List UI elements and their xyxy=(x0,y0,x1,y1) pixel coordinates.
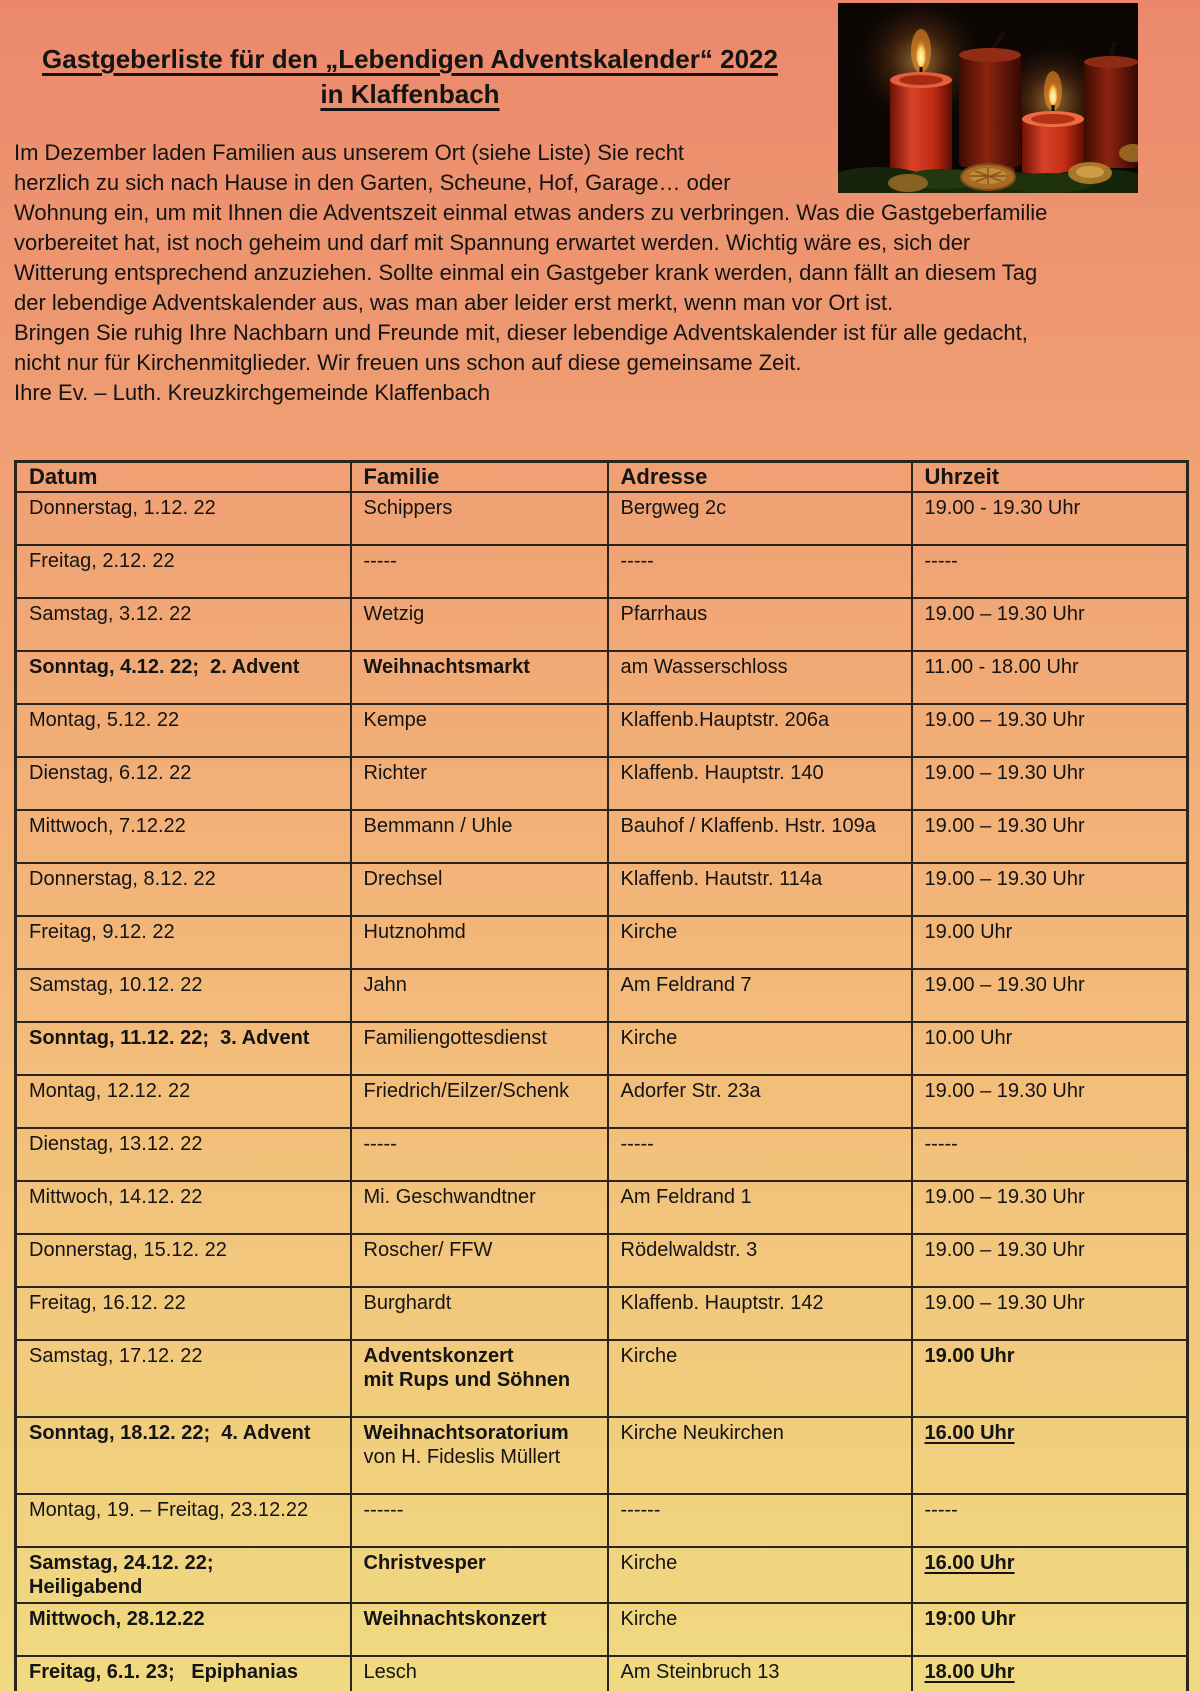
page-title-line2: in Klaffenbach xyxy=(320,79,500,109)
table-row xyxy=(16,757,1188,810)
datum-cell: Freitag, 9.12. 22 xyxy=(16,916,351,969)
uhrzeit-cell: 19.00 – 19.30 Uhr xyxy=(912,1075,1188,1128)
datum-cell: Montag, 12.12. 22 xyxy=(16,1075,351,1128)
adresse-cell: Kirche xyxy=(608,1340,912,1417)
uhrzeit-cell: 19.00 - 19.30 Uhr xyxy=(912,492,1188,545)
datum-cell: Donnerstag, 1.12. 22 xyxy=(16,492,351,545)
familie-cell: Roscher/ FFW xyxy=(351,1234,608,1287)
adresse-cell: Kirche xyxy=(608,1022,912,1075)
intro-line: Bringen Sie ruhig Ihre Nachbarn und Freunde mit, dieser lebendige Adventskalender ist für alle gedacht, xyxy=(14,320,1028,345)
schedule-table-header xyxy=(16,462,1188,493)
table-row xyxy=(16,1417,1188,1494)
table-row xyxy=(16,1022,1188,1075)
column-header-uhrzeit: Uhrzeit xyxy=(912,462,1188,493)
familie-cell: Familiengottesdienst xyxy=(351,1022,608,1075)
table-row xyxy=(16,1181,1188,1234)
uhrzeit-cell: ----- xyxy=(912,1128,1188,1181)
familie-cell: Weihnachtsoratorium von H. Fideslis Müllert xyxy=(351,1417,608,1494)
adresse-cell: Am Steinbruch 13 xyxy=(608,1656,912,1691)
familie-cell: ----- xyxy=(351,1128,608,1181)
familie-cell: Weihnachtsmarkt xyxy=(351,651,608,704)
datum-cell: Samstag, 17.12. 22 xyxy=(16,1340,351,1417)
table-row xyxy=(16,1075,1188,1128)
uhrzeit-cell: 19.00 Uhr xyxy=(912,916,1188,969)
datum-cell: Samstag, 24.12. 22; Heiligabend xyxy=(16,1547,351,1603)
table-row xyxy=(16,492,1188,545)
uhrzeit-cell: ----- xyxy=(912,1494,1188,1547)
intro-line: Im Dezember laden Familien aus unserem Ort (siehe Liste) Sie recht xyxy=(14,140,685,165)
table-row xyxy=(16,704,1188,757)
datum-cell: Dienstag, 6.12. 22 xyxy=(16,757,351,810)
datum-cell: Donnerstag, 15.12. 22 xyxy=(16,1234,351,1287)
table-row xyxy=(16,1547,1188,1603)
adresse-cell: Kirche Neukirchen xyxy=(608,1417,912,1494)
header-row xyxy=(16,462,1188,493)
familie-cell: Schippers xyxy=(351,492,608,545)
datum-cell: Dienstag, 13.12. 22 xyxy=(16,1128,351,1181)
table-row xyxy=(16,1494,1188,1547)
datum-cell: Mittwoch, 14.12. 22 xyxy=(16,1181,351,1234)
datum-cell: Montag, 5.12. 22 xyxy=(16,704,351,757)
column-header-datum: Datum xyxy=(16,462,351,493)
intro-line: nicht nur für Kirchenmitglieder. Wir freuen uns schon auf diese gemeinsame Zeit. xyxy=(14,350,802,375)
datum-cell: Samstag, 10.12. 22 xyxy=(16,969,351,1022)
datum-cell: Donnerstag, 8.12. 22 xyxy=(16,863,351,916)
adresse-cell: am Wasserschloss xyxy=(608,651,912,704)
uhrzeit-cell: 19.00 Uhr xyxy=(912,1340,1188,1417)
datum-cell: Montag, 19. – Freitag, 23.12.22 xyxy=(16,1494,351,1547)
intro-line: Wohnung ein, um mit Ihnen die Adventszeit einmal etwas anders zu verbringen. Was die Gastgeberfamilie xyxy=(14,200,1048,225)
adresse-cell: Kirche xyxy=(608,1603,912,1656)
adresse-cell: ----- xyxy=(608,1128,912,1181)
familie-cell: Jahn xyxy=(351,969,608,1022)
familie-cell: Mi. Geschwandtner xyxy=(351,1181,608,1234)
table-row xyxy=(16,1340,1188,1417)
intro-line: Witterung entsprechend anzuziehen. Sollte einmal ein Gastgeber krank werden, dann fällt an diesem Tag xyxy=(14,260,1038,285)
familie-cell: Friedrich/Eilzer/Schenk xyxy=(351,1075,608,1128)
adresse-cell: Bergweg 2c xyxy=(608,492,912,545)
intro-line: herzlich zu sich nach Hause in den Garten, Scheune, Hof, Garage… oder xyxy=(14,170,731,195)
table-row xyxy=(16,810,1188,863)
uhrzeit-cell: 19.00 – 19.30 Uhr xyxy=(912,1181,1188,1234)
page-title xyxy=(14,42,806,112)
uhrzeit-cell: 19.00 – 19.30 Uhr xyxy=(912,1287,1188,1340)
familie-cell: ------ xyxy=(351,1494,608,1547)
uhrzeit-cell: 16.00 Uhr xyxy=(912,1417,1188,1494)
uhrzeit-cell: ----- xyxy=(912,545,1188,598)
adresse-cell: Pfarrhaus xyxy=(608,598,912,651)
table-row xyxy=(16,598,1188,651)
uhrzeit-cell: 18.00 Uhr xyxy=(912,1656,1188,1691)
uhrzeit-cell: 19.00 – 19.30 Uhr xyxy=(912,704,1188,757)
familie-cell: Drechsel xyxy=(351,863,608,916)
intro-paragraph xyxy=(14,138,1186,408)
uhrzeit-cell: 19.00 – 19.30 Uhr xyxy=(912,757,1188,810)
familie-cell: Hutznohmd xyxy=(351,916,608,969)
table-row xyxy=(16,1128,1188,1181)
adresse-cell: Rödelwaldstr. 3 xyxy=(608,1234,912,1287)
intro-line: vorbereitet hat, ist noch geheim und darf mit Spannung erwartet werden. Wichtig wäre es, sich der xyxy=(14,230,971,255)
familie-cell: ----- xyxy=(351,545,608,598)
familie-cell: Lesch xyxy=(351,1656,608,1691)
familie-cell: Wetzig xyxy=(351,598,608,651)
datum-cell: Freitag, 2.12. 22 xyxy=(16,545,351,598)
uhrzeit-cell: 19:00 Uhr xyxy=(912,1603,1188,1656)
intro-line: der lebendige Adventskalender aus, was man aber leider erst merkt, wenn man vor Ort ist. xyxy=(14,290,894,315)
uhrzeit-cell: 11.00 - 18.00 Uhr xyxy=(912,651,1188,704)
table-row xyxy=(16,916,1188,969)
adresse-cell: Klaffenb. Hauptstr. 142 xyxy=(608,1287,912,1340)
adresse-cell: Klaffenb. Hautstr. 114a xyxy=(608,863,912,916)
table-row xyxy=(16,969,1188,1022)
familie-cell: Weihnachtskonzert xyxy=(351,1603,608,1656)
uhrzeit-cell: 19.00 – 19.30 Uhr xyxy=(912,1234,1188,1287)
uhrzeit-cell: 19.00 – 19.30 Uhr xyxy=(912,863,1188,916)
uhrzeit-cell: 19.00 – 19.30 Uhr xyxy=(912,969,1188,1022)
datum-cell: Freitag, 16.12. 22 xyxy=(16,1287,351,1340)
adresse-cell: Am Feldrand 1 xyxy=(608,1181,912,1234)
adresse-cell: Kirche xyxy=(608,1547,912,1603)
adresse-cell: ------ xyxy=(608,1494,912,1547)
adresse-cell: Klaffenb. Hauptstr. 140 xyxy=(608,757,912,810)
table-row xyxy=(16,1287,1188,1340)
familie-cell: Richter xyxy=(351,757,608,810)
uhrzeit-cell: 10.00 Uhr xyxy=(912,1022,1188,1075)
datum-cell: Freitag, 6.1. 23; Epiphanias xyxy=(16,1656,351,1691)
uhrzeit-cell: 16.00 Uhr xyxy=(912,1547,1188,1603)
familie-cell: Adventskonzert mit Rups und Söhnen xyxy=(351,1340,608,1417)
table-row xyxy=(16,1603,1188,1656)
column-header-adresse: Adresse xyxy=(608,462,912,493)
adresse-cell: Am Feldrand 7 xyxy=(608,969,912,1022)
uhrzeit-cell: 19.00 – 19.30 Uhr xyxy=(912,810,1188,863)
datum-cell: Samstag, 3.12. 22 xyxy=(16,598,351,651)
table-row xyxy=(16,1656,1188,1691)
table-row xyxy=(16,651,1188,704)
datum-cell: Sonntag, 18.12. 22; 4. Advent xyxy=(16,1417,351,1494)
schedule-table xyxy=(14,460,1189,1691)
datum-cell: Mittwoch, 28.12.22 xyxy=(16,1603,351,1656)
column-header-familie: Familie xyxy=(351,462,608,493)
familie-cell: Kempe xyxy=(351,704,608,757)
familie-cell: Bemmann / Uhle xyxy=(351,810,608,863)
familie-cell: Christvesper xyxy=(351,1547,608,1603)
datum-cell: Mittwoch, 7.12.22 xyxy=(16,810,351,863)
uhrzeit-cell: 19.00 – 19.30 Uhr xyxy=(912,598,1188,651)
adresse-cell: Kirche xyxy=(608,916,912,969)
datum-cell: Sonntag, 11.12. 22; 3. Advent xyxy=(16,1022,351,1075)
adresse-cell: Adorfer Str. 23a xyxy=(608,1075,912,1128)
adresse-cell: Bauhof / Klaffenb. Hstr. 109a xyxy=(608,810,912,863)
adresse-cell: Klaffenb.Hauptstr. 206a xyxy=(608,704,912,757)
intro-line: Ihre Ev. – Luth. Kreuzkirchgemeinde Klaffenbach xyxy=(14,380,491,405)
table-row xyxy=(16,863,1188,916)
adresse-cell: ----- xyxy=(608,545,912,598)
datum-cell: Sonntag, 4.12. 22; 2. Advent xyxy=(16,651,351,704)
familie-cell: Burghardt xyxy=(351,1287,608,1340)
page-title-line1: Gastgeberliste für den „Lebendigen Adventskalender“ 2022 xyxy=(42,44,778,74)
schedule-table-body xyxy=(16,492,1188,1691)
table-row xyxy=(16,545,1188,598)
table-row xyxy=(16,1234,1188,1287)
